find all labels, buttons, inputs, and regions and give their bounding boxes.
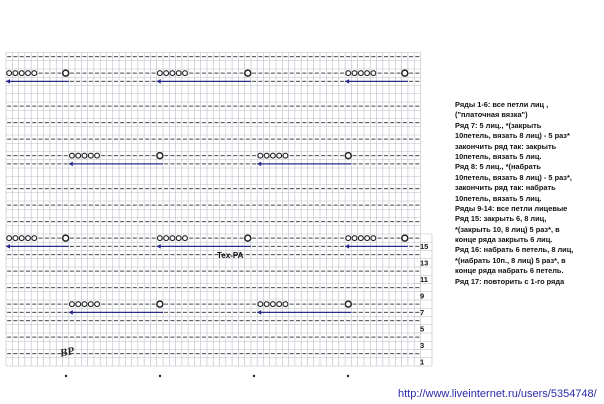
bind-off-circle xyxy=(283,153,288,158)
chart-symbols xyxy=(6,57,419,378)
arrow-head xyxy=(157,79,161,84)
bind-off-circle xyxy=(183,236,188,241)
instruction-line: *(закрыть 10, 8 лиц) 5 раз*, в xyxy=(455,224,560,234)
chart-center-label: Tex-PA xyxy=(217,251,244,260)
bind-off-circle xyxy=(76,153,81,158)
bind-off-circle xyxy=(352,236,357,241)
repeat-tick xyxy=(159,375,161,377)
bind-off-circle xyxy=(32,71,37,76)
instruction-line: Ряд 15: закрыть 6, 8 лиц, xyxy=(455,214,547,224)
bind-off-circle xyxy=(358,236,363,241)
bind-off-circle xyxy=(183,71,188,76)
bind-off-circle xyxy=(271,302,276,307)
bind-off-circle xyxy=(170,236,175,241)
instruction-line: Ряды 1-6: все петли лиц , xyxy=(455,100,549,109)
bind-off-circle xyxy=(82,302,87,307)
arrow-head xyxy=(6,244,10,249)
bind-off-circle xyxy=(157,236,162,241)
instruction-line: 10петель, вязать 5 лиц. xyxy=(455,151,542,161)
bind-off-circle xyxy=(7,236,12,241)
bubble-circle xyxy=(402,235,408,241)
instruction-line: Ряды 9-14: все петли лицевые xyxy=(455,203,568,213)
repeat-tick xyxy=(253,375,255,377)
bubble-circle xyxy=(157,301,163,307)
repeat-tick xyxy=(65,375,67,377)
bind-off-circle xyxy=(277,302,282,307)
bind-off-circle xyxy=(32,236,37,241)
bind-off-circle xyxy=(365,236,370,241)
bind-off-circle xyxy=(95,153,100,158)
bind-off-circle xyxy=(88,153,93,158)
bind-off-circle xyxy=(164,236,169,241)
bind-off-circle xyxy=(283,302,288,307)
bind-off-circle xyxy=(26,236,31,241)
bind-off-circle xyxy=(365,71,370,76)
bind-off-circle xyxy=(371,236,376,241)
bind-off-circle xyxy=(19,71,24,76)
bind-off-circle xyxy=(76,302,81,307)
bind-off-circle xyxy=(176,236,181,241)
instruction-line: Ряд 16: набрать 6 петель, 8 лиц, xyxy=(455,245,574,255)
bind-off-circle xyxy=(277,153,282,158)
bind-off-circle xyxy=(371,71,376,76)
row-number-label: 5 xyxy=(420,324,425,334)
bubble-circle xyxy=(63,70,69,76)
row-number-label: 13 xyxy=(420,258,429,268)
bubble-circle xyxy=(245,70,251,76)
instruction-line: 10петель, вязать 5 лиц. xyxy=(455,193,542,203)
bind-off-circle xyxy=(176,71,181,76)
bind-off-circle xyxy=(258,153,263,158)
bind-off-circle xyxy=(352,71,357,76)
bubble-circle xyxy=(345,153,351,159)
arrow-head xyxy=(69,161,73,166)
chart-grid xyxy=(6,53,432,367)
bind-off-circle xyxy=(258,302,263,307)
bubble-circle xyxy=(402,70,408,76)
instruction-line: конце ряда набрать 6 петель. xyxy=(455,266,564,276)
bind-off-circle xyxy=(346,236,351,241)
row-number-label: 9 xyxy=(420,291,425,301)
bind-off-circle xyxy=(170,71,175,76)
row-number-label: 7 xyxy=(420,308,425,317)
row-number-label: 15 xyxy=(420,242,429,251)
instruction-line: Ряд 7: 5 лиц., *(закрыть xyxy=(455,120,542,130)
instruction-line: закончить ряд так: набрать xyxy=(455,183,556,193)
instruction-line: конце ряда закрыть 6 лиц. xyxy=(455,235,553,245)
row-number-label: 11 xyxy=(420,275,428,284)
arrow-head xyxy=(257,310,261,315)
bind-off-circle xyxy=(157,71,162,76)
row-number-label: 1 xyxy=(420,357,425,367)
bind-off-circle xyxy=(70,153,75,158)
bind-off-circle xyxy=(358,71,363,76)
bind-off-circle xyxy=(13,71,18,76)
bind-off-circle xyxy=(264,153,269,158)
repeat-tick xyxy=(347,375,349,377)
bubble-circle xyxy=(245,235,251,241)
bubble-circle xyxy=(345,301,351,307)
author-signature: BP xyxy=(59,345,76,360)
bind-off-circle xyxy=(26,71,31,76)
watermark-url: http://www.liveinternet.ru/users/5354748/ xyxy=(398,388,597,400)
instruction-line: 10петель, вязать 8 лиц) - 5 раз*, xyxy=(455,172,572,182)
instructions-panel xyxy=(455,100,603,287)
instruction-line: ("платочная вязка") xyxy=(455,110,528,120)
bind-off-circle xyxy=(13,236,18,241)
bind-off-circle xyxy=(346,71,351,76)
arrow-head xyxy=(6,79,10,84)
bind-off-circle xyxy=(271,153,276,158)
bubble-circle xyxy=(63,235,69,241)
instruction-line: закончить ряд так: закрыть xyxy=(455,141,557,151)
bind-off-circle xyxy=(164,71,169,76)
bubble-circle xyxy=(157,153,163,159)
bind-off-circle xyxy=(82,153,87,158)
bind-off-circle xyxy=(264,302,269,307)
arrow-head xyxy=(345,79,349,84)
arrow-head xyxy=(257,161,261,166)
instruction-line: Ряд 17: повторить с 1-го ряда xyxy=(455,276,565,286)
row-number-labels xyxy=(420,242,428,367)
arrow-head xyxy=(157,244,161,249)
bind-off-circle xyxy=(19,236,24,241)
arrow-head xyxy=(345,244,349,249)
instruction-line: *(набрать 10п., 8 лиц) 5 раз*, в xyxy=(455,255,566,265)
instruction-line: 10петель, вязать 8 лиц) - 5 раз* xyxy=(455,131,570,141)
bind-off-circle xyxy=(70,302,75,307)
bind-off-circle xyxy=(95,302,100,307)
row-number-label: 3 xyxy=(420,341,425,350)
instruction-line: Ряд 8: 5 лиц., *(набрать xyxy=(455,162,541,172)
bind-off-circle xyxy=(88,302,93,307)
bind-off-circle xyxy=(7,71,12,76)
arrow-head xyxy=(69,310,73,315)
